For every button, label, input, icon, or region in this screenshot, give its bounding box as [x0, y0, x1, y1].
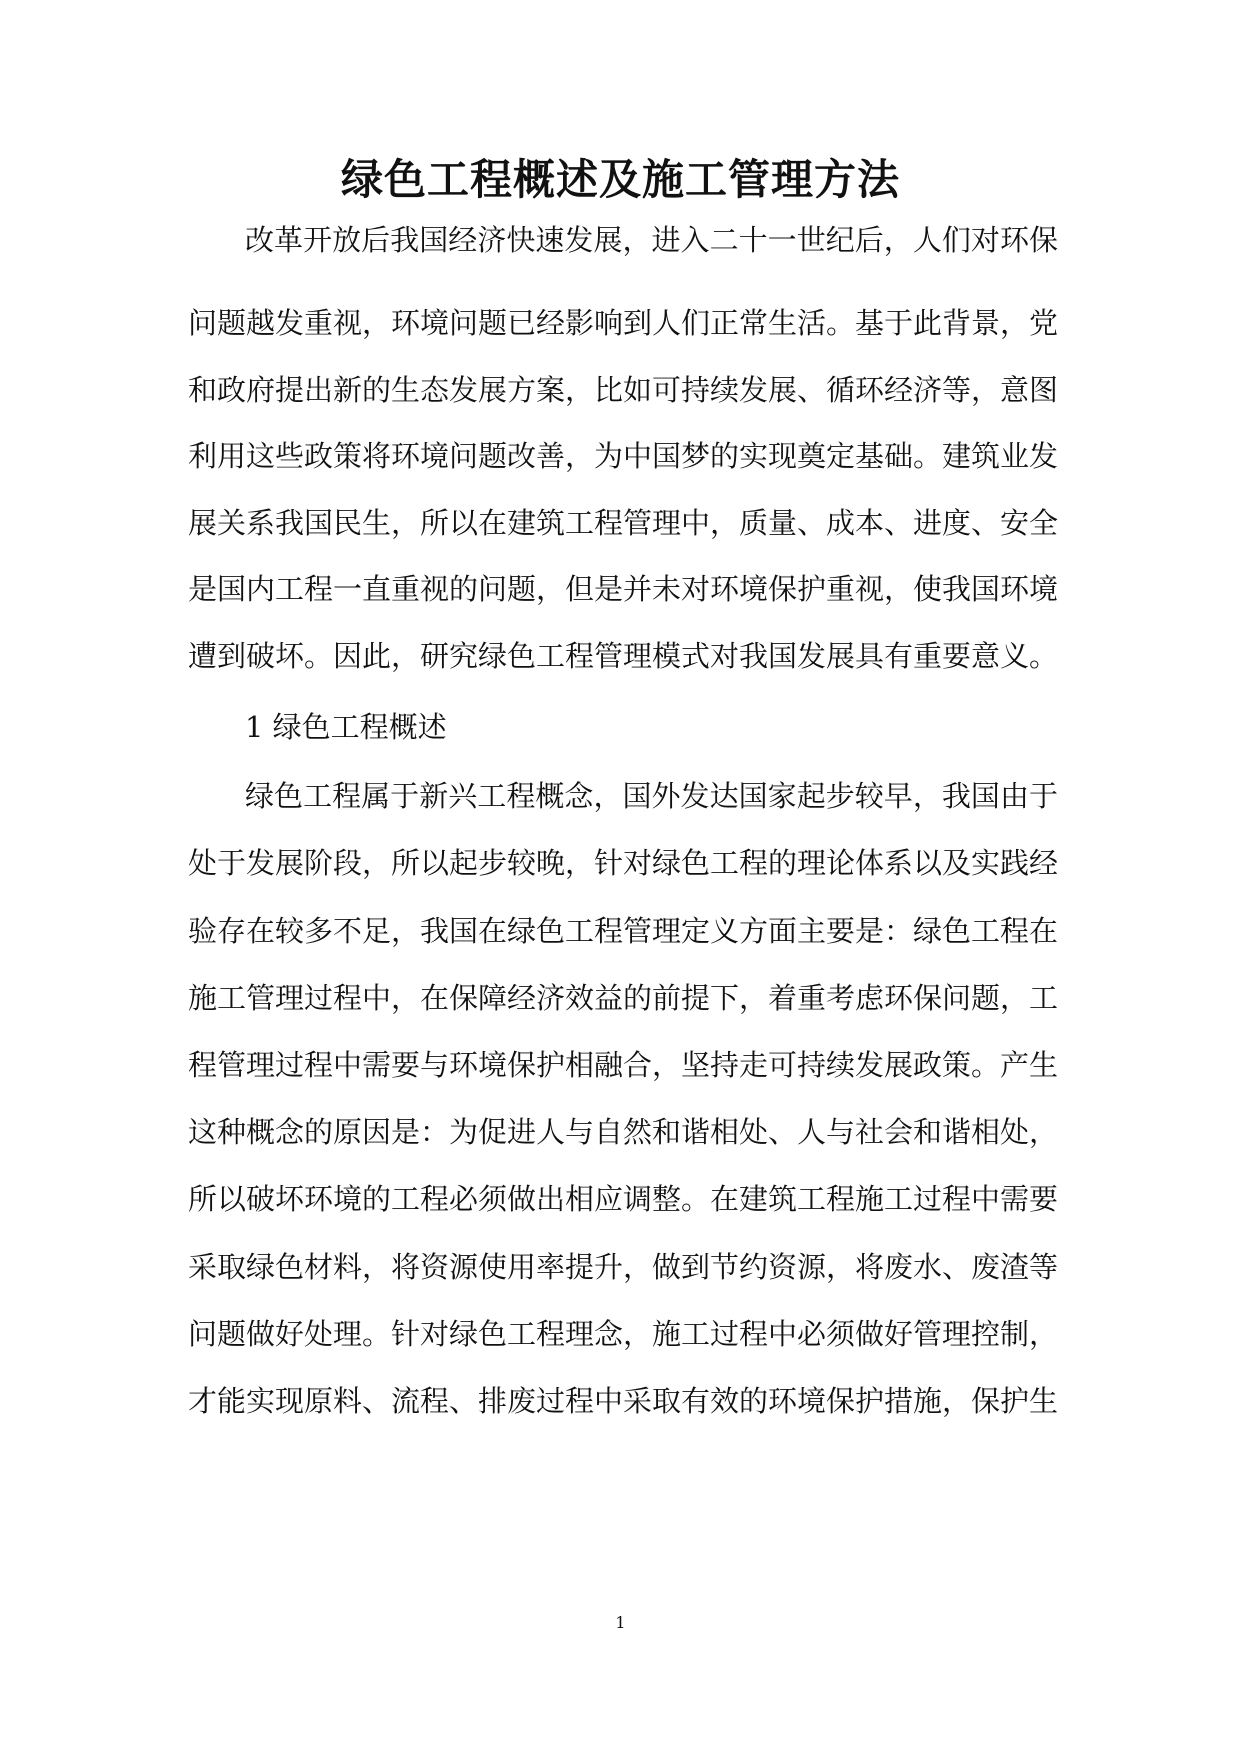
paragraph-line: 施工管理过程中，在保障经济效益的前提下，着重考虑环保问题，工: [188, 981, 1059, 1015]
section-heading: 1 绿色工程概述: [245, 710, 447, 744]
paragraph-line: 所以破坏环境的工程必须做出相应调整。在建筑工程施工过程中需要: [188, 1182, 1059, 1216]
paragraph-line: 绿色工程属于新兴工程概念，国外发达国家起步较早，我国由于: [245, 779, 1058, 813]
paragraph-line: 展关系我国民生，所以在建筑工程管理中，质量、成本、进度、安全: [188, 506, 1059, 540]
paragraph-line: 采取绿色材料，将资源使用率提升，做到节约资源，将废水、废渣等: [188, 1250, 1059, 1284]
paragraph-line: 问题做好处理。针对绿色工程理念，施工过程中必须做好管理控制，: [188, 1317, 1059, 1351]
page-number: 1: [615, 1613, 626, 1632]
paragraph-line: 利用这些政策将环境问题改善，为中国梦的实现奠定基础。建筑业发: [188, 439, 1059, 473]
paragraph-line: 改革开放后我国经济快速发展，进入二十一世纪后，人们对环保: [245, 223, 1058, 257]
paragraph-line: 才能实现原料、流程、排废过程中采取有效的环境保护措施，保护生: [188, 1384, 1059, 1418]
paragraph-line: 验存在较多不足，我国在绿色工程管理定义方面主要是：绿色工程在: [188, 914, 1059, 948]
paragraph-line: 问题越发重视，环境问题已经影响到人们正常生活。基于此背景，党: [188, 306, 1059, 340]
paragraph-line: 这种概念的原因是：为促进人与自然和谐相处、人与社会和谐相处，: [188, 1115, 1059, 1149]
paragraph-line: 遭到破坏。因此，研究绿色工程管理模式对我国发展具有重要意义。: [188, 639, 1059, 673]
paragraph-line: 是国内工程一直重视的问题，但是并未对环境保护重视，使我国环境: [188, 572, 1059, 606]
paragraph-line: 程管理过程中需要与环境保护相融合，坚持走可持续发展政策。产生: [188, 1048, 1059, 1082]
paragraph-line: 处于发展阶段，所以起步较晚，针对绿色工程的理论体系以及实践经: [188, 846, 1059, 880]
document-title: 绿色工程概述及施工管理方法: [340, 155, 900, 204]
paragraph-line: 和政府提出新的生态发展方案，比如可持续发展、循环经济等，意图: [188, 373, 1059, 407]
